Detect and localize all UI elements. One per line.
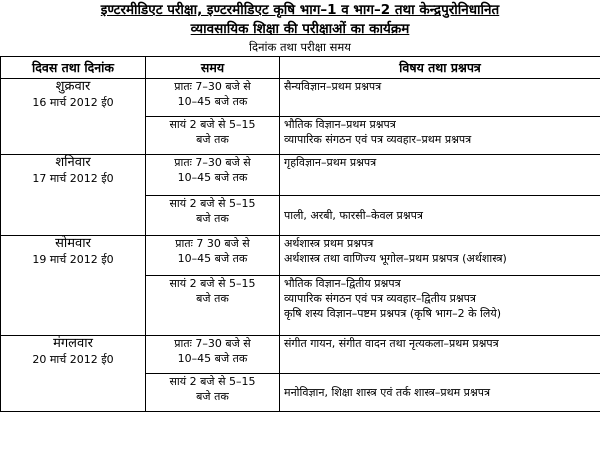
time-cell [146, 196, 280, 236]
time-line: सायं 2 बजे से 5–15 [169, 375, 256, 388]
time-cell [146, 236, 280, 276]
day-date: 19 मार्च 2012 ई0 [32, 253, 114, 266]
day-cell-friday [1, 79, 146, 155]
subject-cell [280, 236, 600, 276]
subject-cell [280, 374, 600, 412]
time-line: बजे तक [196, 133, 229, 146]
time-cell [146, 79, 280, 117]
subject-cell [280, 79, 600, 117]
time-line: प्रातः 7–30 बजे से [174, 156, 251, 169]
time-line: 10–45 बजे तक [177, 95, 248, 108]
day-cell-saturday [1, 155, 146, 236]
day-name: शनिवार [55, 155, 91, 170]
time-line: बजे तक [196, 292, 229, 305]
time-line: सायं 2 बजे से 5–15 [169, 197, 256, 210]
table-header-row [1, 57, 600, 79]
day-cell-monday [1, 236, 146, 336]
subject-line: मनोविज्ञान, शिक्षा शास्त्र एवं तर्क शास्त्र–प्रथम प्रश्नपत्र [284, 386, 491, 399]
day-name: मंगलवार [53, 336, 93, 351]
table-row [1, 236, 600, 276]
time-line: बजे तक [196, 390, 229, 403]
subject-line: कृषि शस्य विज्ञान–पष्टम प्रश्नपत्र (कृषि भाग–2 के लिये) [284, 307, 501, 320]
subject-line: सैन्यविज्ञान–प्रथम प्रश्नपत्र [284, 80, 382, 93]
subject-line: व्यापारिक संगठन एवं पत्र व्यवहार–द्वितीय प्रश्नपत्र [284, 292, 476, 305]
time-cell [146, 155, 280, 196]
column-header-subject: विषय तथा प्रश्नपत्र [280, 57, 600, 79]
column-header-day-date: दिवस तथा दिनांक [1, 57, 146, 79]
subject-line: गृहविज्ञान–प्रथम प्रश्नपत्र [284, 156, 377, 169]
time-line: 10–45 बजे तक [177, 252, 248, 265]
table-row [1, 336, 600, 374]
subject-line: पाली, अरबी, फारसी–केवल प्रश्नपत्र [284, 209, 423, 222]
subtitle: दिनांक तथा परीक्षा समय [249, 40, 351, 54]
time-line: प्रातः 7 30 बजे से [175, 237, 250, 250]
table-row [1, 79, 600, 117]
time-line: 10–45 बजे तक [177, 352, 248, 365]
exam-schedule-table [0, 56, 600, 412]
time-line: प्रातः 7–30 बजे से [174, 337, 251, 350]
subject-cell [280, 276, 600, 336]
subject-line: भौतिक विज्ञान–द्वितीय प्रश्नपत्र [284, 277, 401, 290]
time-cell [146, 117, 280, 155]
day-cell-tuesday [1, 336, 146, 412]
time-line: सायं 2 बजे से 5–15 [169, 277, 256, 290]
subject-line: भौतिक विज्ञान–प्रथम प्रश्नपत्र [284, 118, 396, 131]
title-line-2: व्यावसायिक शिक्षा की परीक्षाओं का कार्यक्रम [190, 21, 410, 37]
time-cell [146, 374, 280, 412]
time-line: सायं 2 बजे से 5–15 [169, 118, 256, 131]
day-name: सोमवार [55, 236, 91, 251]
title-line-1: इण्टरमीडिएट परीक्षा, इण्टरमीडिएट कृषि भाग–1 व भाग–2 तथा केन्द्रपुरोनिधानित [100, 2, 500, 18]
column-header-time: समय [146, 57, 280, 79]
subject-cell [280, 196, 600, 236]
day-date: 16 मार्च 2012 ई0 [32, 96, 114, 109]
day-name: शुक्रवार [55, 79, 91, 94]
time-cell [146, 276, 280, 336]
subject-cell [280, 155, 600, 196]
day-date: 20 मार्च 2012 ई0 [32, 353, 114, 366]
time-line: बजे तक [196, 212, 229, 225]
time-line: प्रातः 7–30 बजे से [174, 80, 251, 93]
table-row [1, 155, 600, 196]
day-date: 17 मार्च 2012 ई0 [32, 172, 114, 185]
subject-line: व्यापारिक संगठन एवं पत्र व्यवहार–प्रथम प्रश्नपत्र [284, 133, 472, 146]
subject-cell [280, 336, 600, 374]
subject-cell [280, 117, 600, 155]
time-cell [146, 336, 280, 374]
document-header [0, 0, 600, 56]
time-line: 10–45 बजे तक [177, 171, 248, 184]
subject-line: अर्थशास्त्र प्रथम प्रश्नपत्र [284, 237, 374, 250]
subject-line: संगीत गायन, संगीत वादन तथा नृत्यकला–प्रथम प्रश्नपत्र [284, 337, 499, 350]
subject-line: अर्थशास्त्र तथा वाणिज्य भूगोल–प्रथम प्रश्नपत्र (अर्थशास्त्र) [284, 252, 507, 265]
